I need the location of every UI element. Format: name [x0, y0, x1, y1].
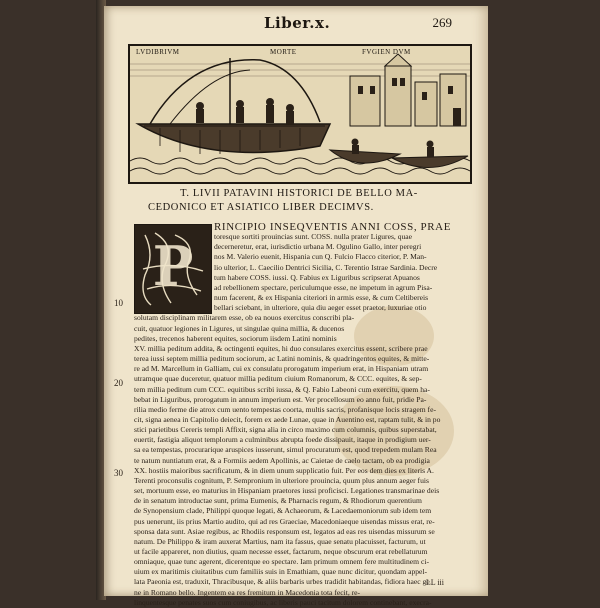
text-line: pus uenerunt, iis prius Martio audito, qui ad res Graeciae, Macedoniaeque uisendas missus erat, re- [134, 516, 435, 526]
text-line: toresque sortiti prouincias sunt. COSS. nulla prater Ligures, quae [214, 232, 413, 242]
text-line: sa ea tempestas, procurarique aruspices iusserunt, simul procuratum est, quod trepedem mulam Rea [134, 445, 437, 455]
folio-number: 269 [432, 15, 452, 30]
text-line: bebat in Liguribus, prorogatum in annum imperium est. Ver procellosum eo anno fuit, pridie Pa- [134, 394, 427, 404]
text-line: ad rebellionem spectare, periculumque esse, ne impetum in agrum Pisa- [214, 282, 433, 292]
text-line: natum. De Philippo & iram auxerat Martius, nam ita fassus, quae senatu placuisset, facturum, ut [134, 536, 426, 546]
margin-line-number: 20 [114, 378, 123, 388]
book-title [134, 187, 464, 215]
text-line: lata Paeonia est, traduxit, Thracibusque, & aliis barbaris urbes tradidit habitandas, fidiora haec ge [134, 577, 430, 587]
text-line: nos M. Valerio euenit, Hispania cun Q. Fulcio Flacco citerior, P. Man- [214, 252, 427, 262]
text-line: cit, signa aenea in Capitolio deiecit, forem ex aede Lunae, quae in Auentino est, raptam tulit, & in po [134, 414, 441, 424]
text-line: XX. hostiis maioribus sacrificatum, & in diem unum supplicatio fuit. Per eos dem dies ex literis A. [134, 465, 434, 475]
body-text [134, 222, 470, 608]
text-line: omniaque, quae tunc agerent, dicerentque eo spectare. Iam primum omnem fere multitudinem ci- [134, 557, 429, 567]
text-line: uium ex maritimis ciuitatibus cum familiis suis in Emathiam, quae nunc dicitur, quondam appel- [134, 567, 428, 577]
margin-line-number: 10 [114, 298, 123, 308]
text-line: tem millia peditum cum CCC. equitibus scribi iussa, & Q. Fabio Labeoni cum exercitu, quem ha- [134, 384, 430, 394]
ship-scene-image [130, 46, 470, 182]
book-title-line-2: CEDONICO ET ASIATICO LIBER DECIMVS. [148, 202, 374, 213]
book-title-line-1: T. LIVII PATAVINI HISTORICI DE BELLO MA- [180, 188, 418, 199]
page-header [104, 14, 488, 34]
text-line: te natum nuntiatum erat, & a Formiis aedem Apollinis, ac Caietae de caelo tactam, ob ea prodigia [134, 455, 430, 465]
woodcut-caption-mid: MORTE [270, 48, 297, 56]
text-line: num facerent, & ex Hispania citeriori in armis esse, & cum Celtibereis [214, 293, 429, 303]
text-line: ut facile appareret, non diutius, quam necesse esset, factarum, neque obscurum erat rebellaturum [134, 547, 428, 556]
text-line: bellari sciebant, in ulteriore, quia diu aeger esset praetor, luxuriae otio [214, 303, 427, 313]
text-line: euertit, fastigia aliquot templorum a culminibus abrupta foede dissipauit, itaque in prodigium uer- [134, 435, 431, 445]
text-line: sponsa data sunt. Asiae regibus, ac Rhodiis responsum est, legatos ad eas res uisendas missurum se [134, 526, 435, 536]
text-line: stici parietibus Cereris templi Affixit, signa alia in circo maximo cum columnis, quibus superstabat, [134, 425, 437, 435]
text-line: de in senatum introductae sunt, prima Eumenis, & Pharnacis regum, & Rhodiorum querentium [134, 496, 422, 506]
text-line: lio ulterior, L. Caecilio Dentrici Sicilia, C. Terentio Istrae Sardinia. Decre [214, 262, 438, 272]
text-line: decerneretur, erat, iurisdictio urbana M. Ogulino Gallo, inter peregri [214, 242, 422, 252]
text-line: rilia medio ferme die atrox cum uento tempestas coorta, multis sacris, profanisque locis stragem fe- [134, 404, 436, 414]
text-line: tum habere COSS. iussi. Q. Fabius ex Liguribus scripserat Apuanos [214, 272, 420, 282]
text-line: de Synopensium clade, Philippi quoque legati, & Achaeorum, & Lacedaemoniorum sub idem tem [134, 506, 432, 516]
text-line: XV. millia peditum addita, & octingenti equites, hi duo consulares exercitus essent, scribere prae [134, 343, 428, 353]
margin-line-number: 30 [114, 468, 123, 478]
text-line: re ad M. Marcellum in Galliam, cui ex consulatu prorogatum imperium erat, in Hispaniam utram [134, 364, 429, 374]
text-line: terea iussi septem millia peditum sociorum, ac Latini nominis, & quadringentos equites, & mitte- [134, 354, 430, 364]
text-line: set, mortuum esse, eo maturius in Hispaniam praetores iussi proficisci. Legationes transmarinae deis [134, 486, 440, 496]
woodcut-illustration [128, 44, 472, 184]
svg-text:P: P [152, 234, 194, 298]
text-line: linquentesque penates suos cum coniugibus, ac liberis pauci tacitum dolorem continebant, execra- [134, 597, 432, 607]
woodcut-caption-left: LVDIBRIVM [136, 48, 180, 56]
text-line: Terenti proconsulis cognitum, P. Sempronium in ulteriore prouincia, quum plus annum aeger fuis [134, 475, 429, 485]
book-page [104, 6, 488, 607]
text-line: solutam disciplinam militarem esse, ob ea nouos exercitus conscribi pla- [134, 313, 355, 323]
text-line: ne in Romano bello. Ingentem ea res fremitum in Macedonia tota fecit, re- [134, 587, 361, 597]
text-line: utramque quae duceretur, quatuor millia peditum ciuium Romanorum, & CCC. equites, & sep- [134, 374, 422, 384]
running-head: Liber.x. [264, 14, 331, 32]
text-line: pedites, trecenos haberent equites, sociorum iisdem Latini nominis [134, 333, 337, 343]
signature-mark: LL iii [425, 578, 444, 587]
text-line: RINCIPIO INSEQVENTIS ANNI COSS, PRAE [214, 221, 452, 233]
woodcut-caption-right: FVGIEN DVM [362, 48, 411, 56]
text-line: cuit, quatuor legiones in Ligures, ut singulae quina millia, & ducenos [134, 323, 345, 333]
